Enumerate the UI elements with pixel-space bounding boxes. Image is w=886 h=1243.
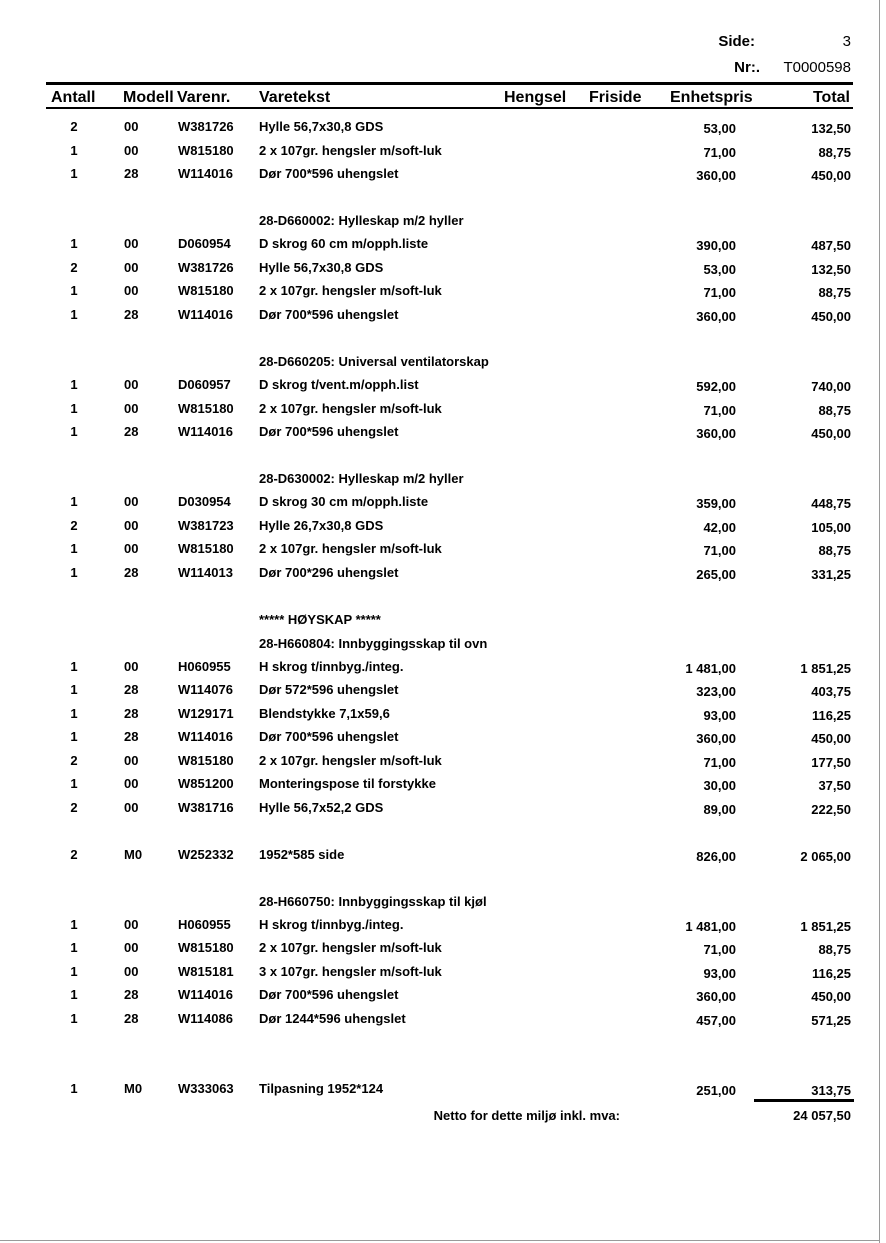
line-qty: 1 — [70, 659, 78, 674]
line-item — [0, 565, 886, 585]
line-unit-price: 826,00 — [696, 849, 736, 864]
line-item — [0, 283, 886, 303]
line-unit-price: 360,00 — [696, 731, 736, 746]
line-varenr: D060957 — [178, 377, 231, 392]
line-qty: 1 — [70, 1011, 78, 1026]
line-varenr: H060955 — [178, 659, 231, 674]
line-item — [0, 518, 886, 538]
line-varenr: D030954 — [178, 494, 231, 509]
line-text: H skrog t/innbyg./integ. — [259, 659, 404, 674]
line-total: 37,50 — [818, 778, 851, 793]
line-text: Dør 1244*596 uhengslet — [259, 1011, 406, 1026]
line-qty: 1 — [70, 143, 78, 158]
line-qty: 1 — [70, 166, 78, 181]
side-label: Side: — [718, 33, 755, 50]
nr-value: T0000598 — [783, 59, 851, 76]
line-model: 00 — [124, 401, 139, 416]
line-item — [0, 236, 886, 256]
line-item — [0, 541, 886, 561]
line-total: 448,75 — [811, 496, 851, 511]
line-text: Blendstykke 7,1x59,6 — [259, 706, 390, 721]
line-varenr: W815180 — [178, 143, 234, 158]
netto-label: Netto for dette miljø inkl. mva: — [433, 1108, 620, 1123]
line-item — [0, 659, 886, 679]
line-varenr: W815180 — [178, 541, 234, 556]
group-heading: 28-H660804: Innbyggingsskap til ovn — [259, 636, 488, 651]
line-item — [0, 166, 886, 186]
line-qty: 1 — [70, 940, 78, 955]
line-varenr: W381723 — [178, 518, 234, 533]
line-text: Monteringspose til forstykke — [259, 776, 436, 791]
line-total: 105,00 — [811, 520, 851, 535]
line-item — [0, 260, 886, 280]
line-unit-price: 30,00 — [703, 778, 736, 793]
line-varenr: W114016 — [178, 987, 233, 1002]
line-model: 00 — [124, 753, 139, 768]
line-qty: 1 — [70, 236, 78, 251]
line-model: 00 — [124, 283, 139, 298]
line-varenr: W815180 — [178, 940, 234, 955]
line-unit-price: 42,00 — [703, 520, 736, 535]
line-text: 2 x 107gr. hengsler m/soft-luk — [259, 283, 442, 298]
line-item — [0, 776, 886, 796]
line-model: 00 — [124, 518, 139, 533]
line-varenr: W114086 — [178, 1011, 233, 1026]
line-unit-price: 71,00 — [703, 543, 736, 558]
group-heading: 28-D660205: Universal ventilatorskap — [259, 354, 489, 369]
line-unit-price: 71,00 — [703, 942, 736, 957]
line-qty: 1 — [70, 706, 78, 721]
line-qty: 1 — [70, 776, 78, 791]
line-unit-price: 89,00 — [703, 802, 736, 817]
line-qty: 1 — [70, 494, 78, 509]
line-text: D skrog t/vent.m/opph.list — [259, 377, 419, 392]
line-text: Hylle 56,7x30,8 GDS — [259, 260, 384, 275]
line-varenr: W114013 — [178, 565, 233, 580]
line-total: 88,75 — [818, 285, 851, 300]
line-total: 116,25 — [811, 966, 851, 981]
total-underline — [754, 1099, 854, 1102]
line-varenr: H060955 — [178, 917, 231, 932]
line-varenr: W815180 — [178, 753, 234, 768]
line-total: 740,00 — [811, 379, 851, 394]
line-text: Hylle 56,7x52,2 GDS — [259, 800, 384, 815]
line-varenr: W381716 — [178, 800, 234, 815]
line-text: Dør 700*596 uhengslet — [259, 424, 399, 439]
line-unit-price: 93,00 — [703, 966, 736, 981]
line-model: 00 — [124, 659, 139, 674]
line-model: 00 — [124, 143, 139, 158]
line-unit-price: 457,00 — [696, 1013, 736, 1028]
line-model: 00 — [124, 917, 139, 932]
line-unit-price: 360,00 — [696, 309, 736, 324]
line-model: 00 — [124, 494, 139, 509]
line-text: 2 x 107gr. hengsler m/soft-luk — [259, 143, 442, 158]
line-model: 00 — [124, 776, 139, 791]
line-model: 00 — [124, 940, 139, 955]
side-value: 3 — [842, 33, 851, 50]
line-varenr: W114016 — [178, 729, 233, 744]
line-total: 403,75 — [811, 684, 851, 699]
line-qty: 1 — [70, 541, 78, 556]
line-text: Dør 700*596 uhengslet — [259, 729, 399, 744]
line-text: 3 x 107gr. hengsler m/soft-luk — [259, 964, 442, 979]
line-item — [0, 682, 886, 702]
line-qty: 2 — [70, 119, 78, 134]
line-item — [0, 729, 886, 749]
line-varenr: W815180 — [178, 283, 234, 298]
line-qty: 1 — [70, 377, 78, 392]
header-rule-top — [46, 82, 853, 85]
line-item — [0, 119, 886, 139]
line-total: 1 851,25 — [800, 661, 851, 676]
line-total: 1 851,25 — [800, 919, 851, 934]
line-unit-price: 71,00 — [703, 145, 736, 160]
line-qty: 2 — [70, 518, 78, 533]
line-total: 450,00 — [811, 731, 851, 746]
line-item — [0, 706, 886, 726]
line-model: 00 — [124, 119, 139, 134]
line-total: 177,50 — [811, 755, 851, 770]
line-item — [0, 401, 886, 421]
line-varenr: W114016 — [178, 166, 233, 181]
line-text: Tilpasning 1952*124 — [259, 1081, 384, 1096]
line-unit-price: 71,00 — [703, 755, 736, 770]
line-unit-price: 1 481,00 — [685, 919, 736, 934]
col-friside: Friside — [589, 89, 642, 106]
line-total: 88,75 — [818, 145, 851, 160]
line-total: 88,75 — [818, 942, 851, 957]
line-varenr: W252332 — [178, 847, 234, 862]
line-model: 28 — [124, 987, 139, 1002]
line-text: 2 x 107gr. hengsler m/soft-luk — [259, 753, 442, 768]
page-border-bottom — [0, 1240, 880, 1241]
line-varenr: W114016 — [178, 307, 233, 322]
line-text: Dør 700*596 uhengslet — [259, 987, 399, 1002]
line-unit-price: 390,00 — [696, 238, 736, 253]
section-heading: ***** HØYSKAP ***** — [259, 612, 381, 627]
line-unit-price: 323,00 — [696, 684, 736, 699]
line-item — [0, 307, 886, 327]
line-unit-price: 53,00 — [703, 262, 736, 277]
line-text: Dør 700*596 uhengslet — [259, 307, 399, 322]
line-qty: 1 — [70, 1081, 78, 1096]
line-item — [0, 1011, 886, 1031]
line-item — [0, 847, 886, 867]
line-unit-price: 359,00 — [696, 496, 736, 511]
group-heading: 28-H660750: Innbyggingsskap til kjøl — [259, 894, 487, 909]
line-varenr: W381726 — [178, 260, 234, 275]
line-varenr: W815181 — [178, 964, 234, 979]
line-text: D skrog 60 cm m/opph.liste — [259, 236, 429, 251]
line-text: 2 x 107gr. hengsler m/soft-luk — [259, 940, 442, 955]
line-item — [0, 917, 886, 937]
line-item — [0, 753, 886, 773]
line-qty: 1 — [70, 682, 78, 697]
line-model: 28 — [124, 307, 139, 322]
line-text: 1952*585 side — [259, 847, 345, 862]
line-model: 00 — [124, 964, 139, 979]
line-total: 571,25 — [811, 1013, 851, 1028]
line-unit-price: 592,00 — [696, 379, 736, 394]
line-text: Hylle 56,7x30,8 GDS — [259, 119, 384, 134]
line-total: 222,50 — [811, 802, 851, 817]
nr-label: Nr:. — [734, 59, 760, 76]
line-model: 28 — [124, 424, 139, 439]
line-model: 00 — [124, 541, 139, 556]
line-text: Dør 700*596 uhengslet — [259, 166, 399, 181]
line-item — [0, 1081, 886, 1101]
line-varenr: W381726 — [178, 119, 234, 134]
line-unit-price: 1 481,00 — [685, 661, 736, 676]
col-varenr: Varenr. — [177, 89, 231, 106]
line-varenr: W114076 — [178, 682, 233, 697]
line-item — [0, 424, 886, 444]
line-total: 450,00 — [811, 168, 851, 183]
line-unit-price: 251,00 — [696, 1083, 736, 1098]
line-text: Hylle 26,7x30,8 GDS — [259, 518, 384, 533]
line-qty: 1 — [70, 307, 78, 322]
line-total: 132,50 — [811, 121, 851, 136]
line-total: 132,50 — [811, 262, 851, 277]
line-varenr: D060954 — [178, 236, 231, 251]
line-qty: 2 — [70, 847, 78, 862]
line-total: 116,25 — [811, 708, 851, 723]
col-varetekst: Varetekst — [259, 89, 331, 106]
col-hengsel: Hengsel — [504, 89, 567, 106]
col-enhetspris: Enhetspris — [670, 89, 753, 106]
line-qty: 2 — [70, 753, 78, 768]
line-item — [0, 940, 886, 960]
line-unit-price: 53,00 — [703, 121, 736, 136]
line-unit-price: 71,00 — [703, 403, 736, 418]
line-unit-price: 360,00 — [696, 168, 736, 183]
group-heading: 28-D660002: Hylleskap m/2 hyller — [259, 213, 464, 228]
line-item — [0, 143, 886, 163]
line-model: M0 — [124, 1081, 143, 1096]
line-total: 88,75 — [818, 543, 851, 558]
line-total: 450,00 — [811, 989, 851, 1004]
line-text: Dør 572*596 uhengslet — [259, 682, 399, 697]
line-qty: 2 — [70, 260, 78, 275]
line-model: 00 — [124, 377, 139, 392]
line-unit-price: 93,00 — [703, 708, 736, 723]
line-total: 2 065,00 — [800, 849, 851, 864]
col-modell: Modell — [123, 89, 174, 106]
netto-value: 24 057,50 — [793, 1108, 851, 1123]
line-item — [0, 987, 886, 1007]
line-varenr: W114016 — [178, 424, 233, 439]
line-total: 450,00 — [811, 309, 851, 324]
group-heading: 28-D630002: Hylleskap m/2 hyller — [259, 471, 464, 486]
line-qty: 1 — [70, 401, 78, 416]
line-varenr: W815180 — [178, 401, 234, 416]
line-model: 00 — [124, 800, 139, 815]
line-total: 487,50 — [811, 238, 851, 253]
line-text: 2 x 107gr. hengsler m/soft-luk — [259, 541, 442, 556]
line-total: 450,00 — [811, 426, 851, 441]
line-model: 00 — [124, 236, 139, 251]
col-antall: Antall — [51, 89, 96, 106]
line-text: H skrog t/innbyg./integ. — [259, 917, 404, 932]
line-total: 88,75 — [818, 403, 851, 418]
line-qty: 1 — [70, 565, 78, 580]
line-item — [0, 494, 886, 514]
line-qty: 1 — [70, 424, 78, 439]
line-model: 28 — [124, 166, 139, 181]
line-unit-price: 360,00 — [696, 989, 736, 1004]
col-total: Total — [812, 89, 850, 106]
line-text: Dør 700*296 uhengslet — [259, 565, 399, 580]
line-unit-price: 265,00 — [696, 567, 736, 582]
line-qty: 2 — [70, 800, 78, 815]
line-item — [0, 377, 886, 397]
line-item — [0, 964, 886, 984]
line-unit-price: 71,00 — [703, 285, 736, 300]
line-total: 313,75 — [811, 1083, 851, 1098]
header-rule-bottom — [46, 107, 853, 109]
line-qty: 1 — [70, 964, 78, 979]
line-model: 28 — [124, 706, 139, 721]
line-model: 00 — [124, 260, 139, 275]
line-qty: 1 — [70, 917, 78, 932]
line-model: M0 — [124, 847, 143, 862]
line-model: 28 — [124, 565, 139, 580]
page-border-right — [879, 0, 880, 1243]
line-qty: 1 — [70, 729, 78, 744]
line-qty: 1 — [70, 283, 78, 298]
line-text: D skrog 30 cm m/opph.liste — [259, 494, 429, 509]
line-varenr: W129171 — [178, 706, 234, 721]
line-text: 2 x 107gr. hengsler m/soft-luk — [259, 401, 442, 416]
line-varenr: W333063 — [178, 1081, 234, 1096]
line-qty: 1 — [70, 987, 78, 1002]
line-model: 28 — [124, 729, 139, 744]
line-model: 28 — [124, 682, 139, 697]
line-item — [0, 800, 886, 820]
line-total: 331,25 — [811, 567, 851, 582]
line-varenr: W851200 — [178, 776, 234, 791]
line-model: 28 — [124, 1011, 139, 1026]
line-unit-price: 360,00 — [696, 426, 736, 441]
